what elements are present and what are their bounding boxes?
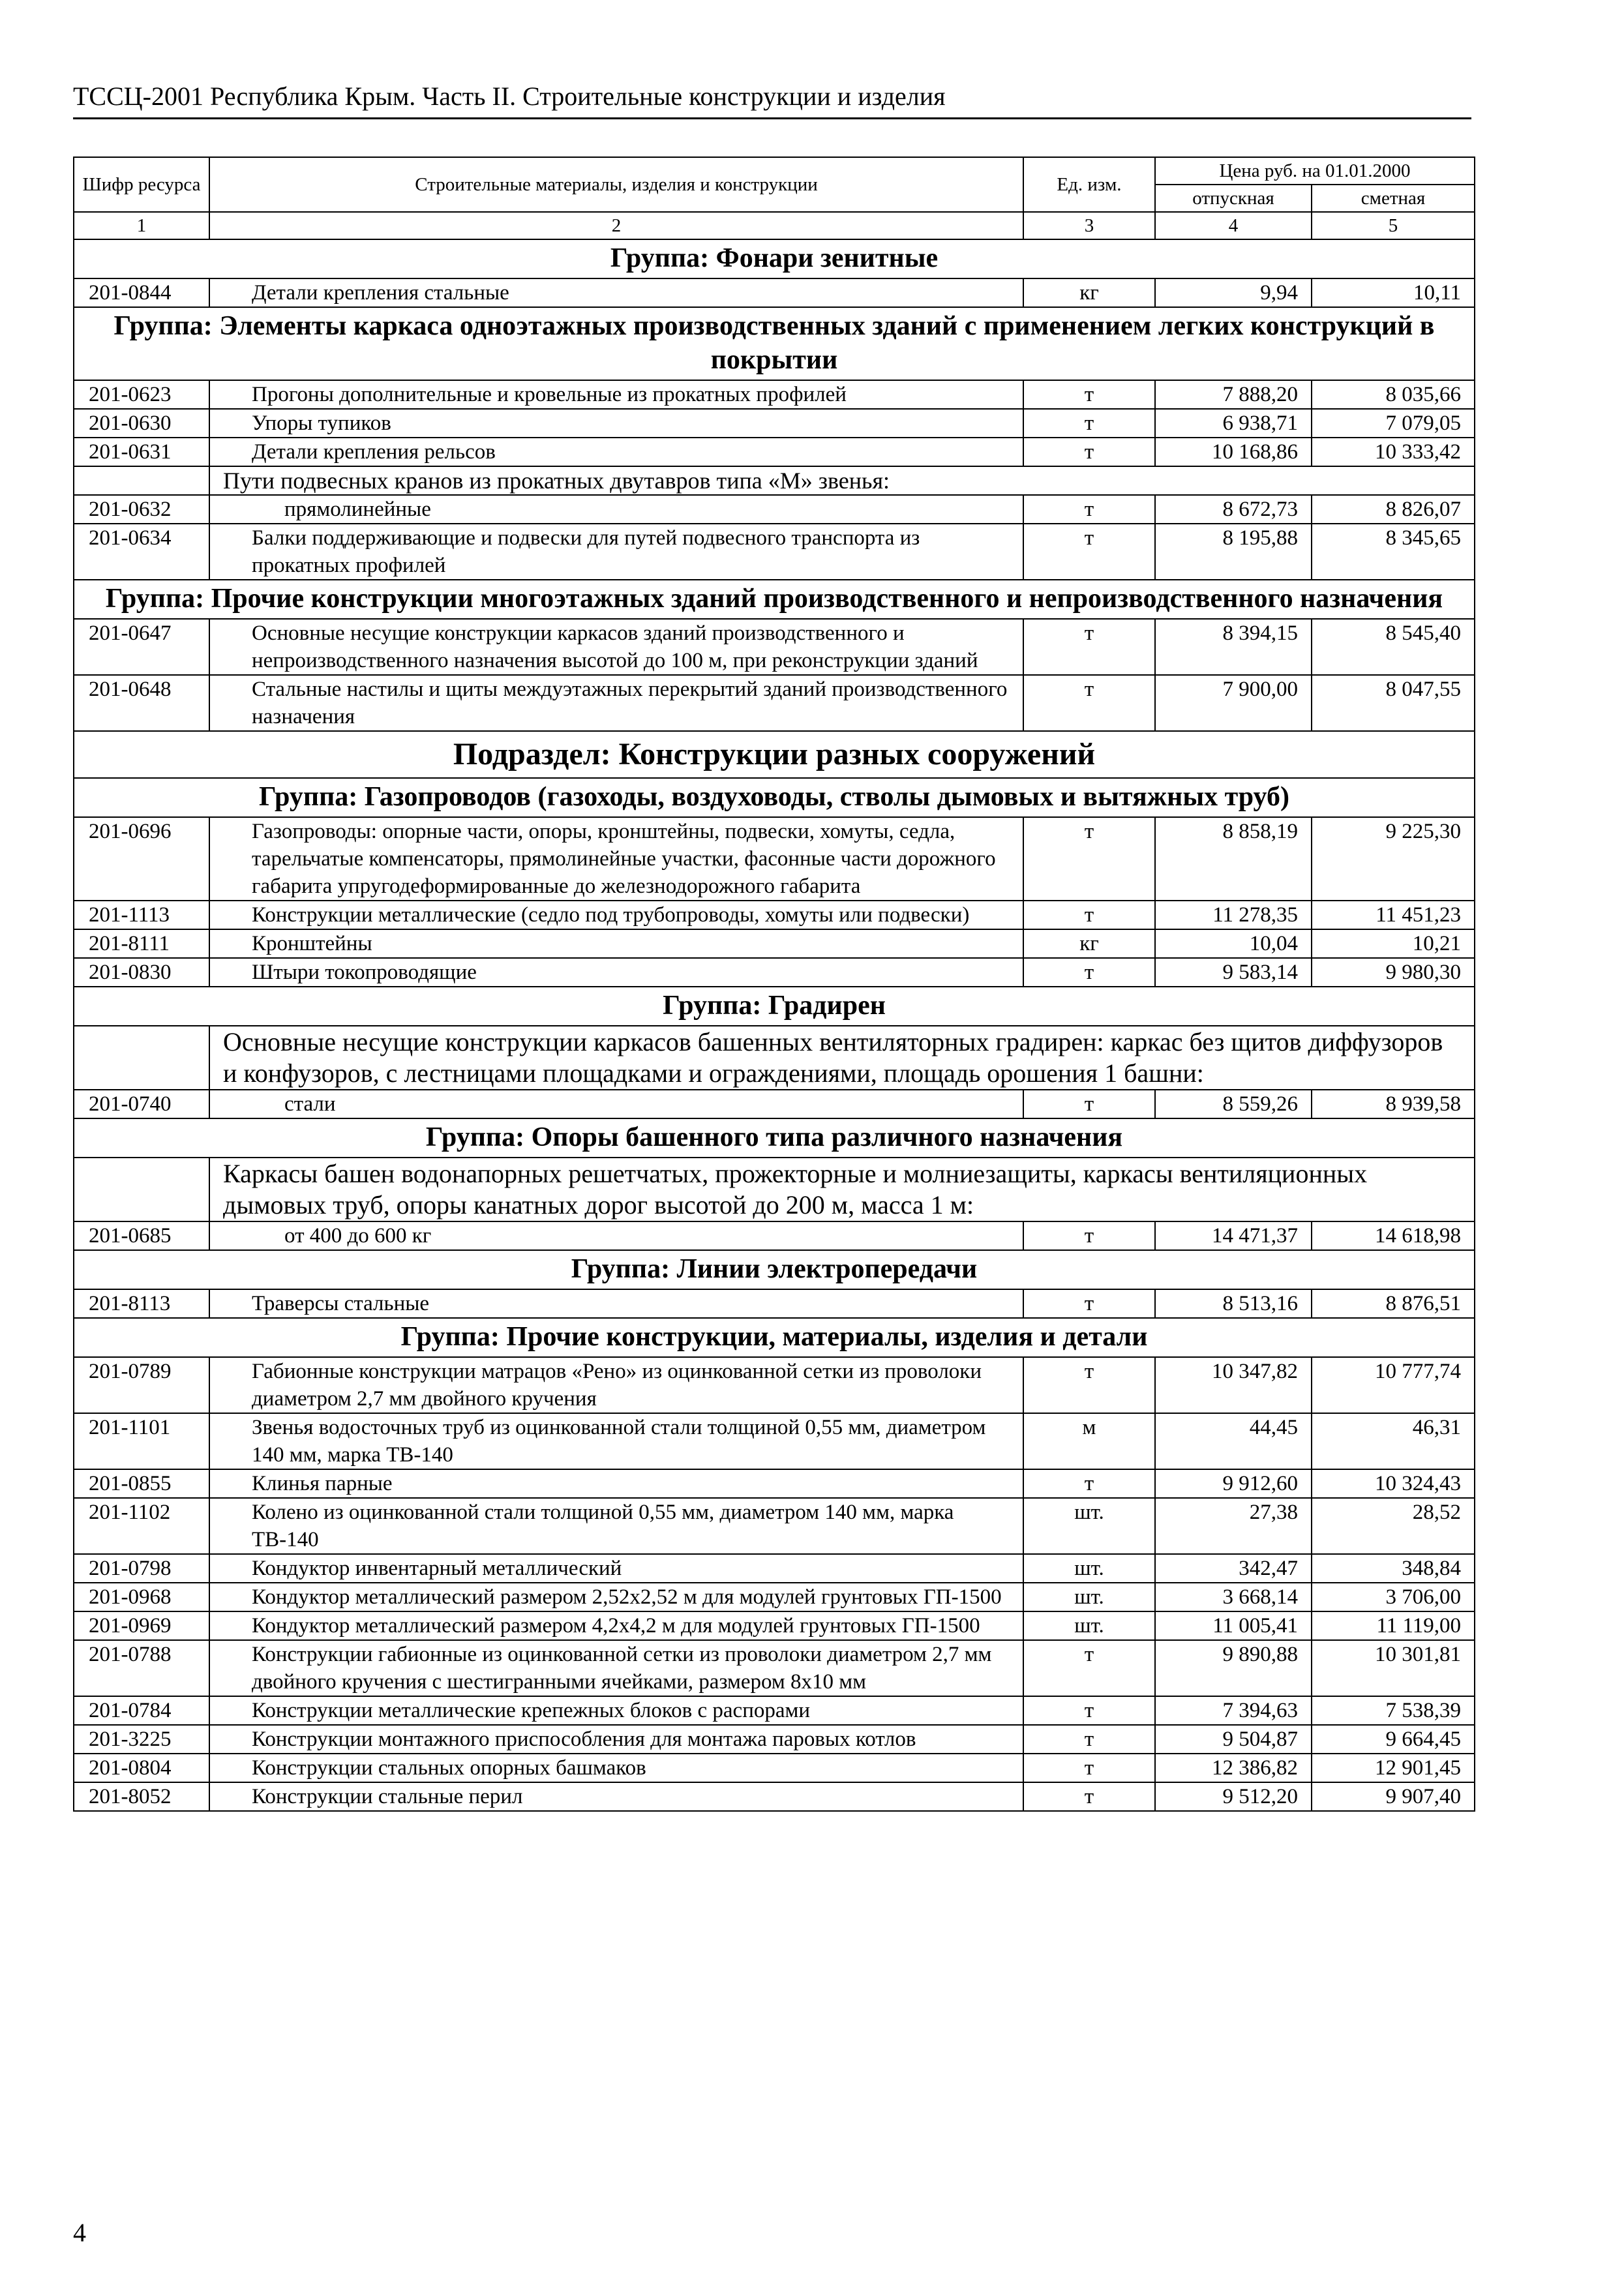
group-title: Группа: Элементы каркаса одноэтажных производственных зданий с применением легких конструкций в покрытии bbox=[74, 307, 1475, 380]
release-price: 7 888,20 bbox=[1155, 380, 1312, 409]
unit: т bbox=[1023, 1469, 1155, 1498]
material-name: Балки поддерживающие и подвески для путей подвесного транспорта из прокатных профилей bbox=[252, 526, 920, 577]
resource-code: 201-0968 bbox=[74, 1583, 209, 1611]
table-row bbox=[74, 1498, 1475, 1554]
table-row bbox=[74, 1782, 1475, 1811]
resource-code: 201-0798 bbox=[74, 1554, 209, 1583]
material-name: Упоры тупиков bbox=[252, 411, 391, 435]
group-title-row bbox=[74, 987, 1475, 1026]
group-title: Группа: Опоры башенного типа различного назначения bbox=[74, 1118, 1475, 1158]
estimate-price: 10 333,42 bbox=[1312, 438, 1475, 466]
group-title-row bbox=[74, 1118, 1475, 1158]
resource-code: 201-0740 bbox=[74, 1090, 209, 1118]
unit: т bbox=[1023, 1289, 1155, 1318]
estimate-price: 14 618,98 bbox=[1312, 1221, 1475, 1250]
unit: шт. bbox=[1023, 1611, 1155, 1640]
unit: т bbox=[1023, 495, 1155, 524]
release-price: 9,94 bbox=[1155, 278, 1312, 307]
estimate-price: 10,21 bbox=[1312, 929, 1475, 958]
table-row bbox=[74, 1357, 1475, 1413]
note-row bbox=[74, 1026, 1475, 1090]
estimate-price: 7 079,05 bbox=[1312, 409, 1475, 438]
material-name: Детали крепления рельсов bbox=[252, 440, 496, 464]
material-name: Кронштейны bbox=[252, 932, 372, 955]
table-row bbox=[74, 1725, 1475, 1754]
release-price: 12 386,82 bbox=[1155, 1754, 1312, 1782]
release-price: 44,45 bbox=[1155, 1413, 1312, 1469]
unit: т bbox=[1023, 409, 1155, 438]
material-name: Конструкции габионные из оцинкованной сетки из проволоки диаметром 2,7 мм двойного кручения с шестигранными ячейками, размером 8х10 мм bbox=[252, 1643, 992, 1694]
group-title: Группа: Прочие конструкции многоэтажных зданий производственного и непроизводственного назначения bbox=[74, 580, 1475, 619]
estimate-price: 9 664,45 bbox=[1312, 1725, 1475, 1754]
resource-code: 201-0647 bbox=[74, 619, 209, 675]
header-rule bbox=[73, 117, 1471, 119]
resource-code: 201-0623 bbox=[74, 380, 209, 409]
estimate-price: 7 538,39 bbox=[1312, 1696, 1475, 1725]
release-price: 14 471,37 bbox=[1155, 1221, 1312, 1250]
table-row bbox=[74, 1554, 1475, 1583]
table-row bbox=[74, 1469, 1475, 1498]
material-name: Конструкции монтажного приспособления для монтажа паровых котлов bbox=[252, 1728, 916, 1751]
resource-code: 201-1101 bbox=[74, 1413, 209, 1469]
note-row bbox=[74, 466, 1475, 495]
group-title-row bbox=[74, 1318, 1475, 1357]
header-code: Шифр ресурса bbox=[74, 157, 209, 212]
estimate-price: 8 345,65 bbox=[1312, 524, 1475, 580]
material-name: Габионные конструкции матрацов «Рено» из оцинкованной сетки из проволоки диаметром 2,7 мм двойного кручения bbox=[252, 1360, 982, 1411]
estimate-price: 28,52 bbox=[1312, 1498, 1475, 1554]
page-number: 4 bbox=[73, 2218, 86, 2247]
unit: т bbox=[1023, 958, 1155, 987]
material-name: Конструкции металлические (седло под трубопроводы, хомуты или подвески) bbox=[252, 903, 970, 927]
estimate-price: 8 876,51 bbox=[1312, 1289, 1475, 1318]
estimate-price: 8 826,07 bbox=[1312, 495, 1475, 524]
estimate-price: 8 939,58 bbox=[1312, 1090, 1475, 1118]
table-row bbox=[74, 438, 1475, 466]
table-row bbox=[74, 1754, 1475, 1782]
table-row bbox=[74, 1221, 1475, 1250]
unit: т bbox=[1023, 619, 1155, 675]
empty-cell bbox=[74, 1026, 209, 1090]
material-name: Конструкции стальные перил bbox=[252, 1785, 523, 1808]
table-body bbox=[74, 239, 1475, 1811]
material-name: прямолинейные bbox=[284, 498, 431, 521]
release-price: 9 504,87 bbox=[1155, 1725, 1312, 1754]
resource-code: 201-0844 bbox=[74, 278, 209, 307]
unit: м bbox=[1023, 1413, 1155, 1469]
estimate-price: 10,11 bbox=[1312, 278, 1475, 307]
material-name: Кондуктор металлический размером 4,2х4,2 м для модулей грунтовых ГП-1500 bbox=[252, 1614, 980, 1638]
release-price: 6 938,71 bbox=[1155, 409, 1312, 438]
table-row bbox=[74, 817, 1475, 901]
resource-code: 201-0788 bbox=[74, 1640, 209, 1696]
resource-code: 201-0630 bbox=[74, 409, 209, 438]
group-title: Группа: Градирен bbox=[74, 987, 1475, 1026]
unit: т bbox=[1023, 438, 1155, 466]
unit: т bbox=[1023, 901, 1155, 929]
release-price: 10 347,82 bbox=[1155, 1357, 1312, 1413]
resource-code: 201-3225 bbox=[74, 1725, 209, 1754]
column-number: 1 bbox=[74, 212, 209, 239]
column-number: 4 bbox=[1155, 212, 1312, 239]
resource-code: 201-0648 bbox=[74, 675, 209, 731]
material-name: Конструкции стальных опорных башмаков bbox=[252, 1756, 646, 1780]
estimate-price: 8 047,55 bbox=[1312, 675, 1475, 731]
note-row bbox=[74, 1158, 1475, 1221]
header-release-price: отпускная bbox=[1155, 185, 1312, 212]
resource-code: 201-0685 bbox=[74, 1221, 209, 1250]
unit: т bbox=[1023, 1696, 1155, 1725]
table-row bbox=[74, 524, 1475, 580]
group-title-row bbox=[74, 778, 1475, 817]
resource-code: 201-1113 bbox=[74, 901, 209, 929]
column-number: 2 bbox=[209, 212, 1023, 239]
material-name: Траверсы стальные bbox=[252, 1292, 430, 1315]
price-table bbox=[73, 157, 1475, 1812]
unit: т bbox=[1023, 380, 1155, 409]
table-row bbox=[74, 1696, 1475, 1725]
group-title-row bbox=[74, 239, 1475, 278]
material-name: Штыри токопроводящие bbox=[252, 961, 477, 984]
release-price: 11 005,41 bbox=[1155, 1611, 1312, 1640]
release-price: 8 559,26 bbox=[1155, 1090, 1312, 1118]
table-row bbox=[74, 619, 1475, 675]
unit: т bbox=[1023, 1640, 1155, 1696]
group-title-row bbox=[74, 1250, 1475, 1289]
resource-code: 201-0632 bbox=[74, 495, 209, 524]
resource-code: 201-0804 bbox=[74, 1754, 209, 1782]
estimate-price: 46,31 bbox=[1312, 1413, 1475, 1469]
table-row bbox=[74, 958, 1475, 987]
table-row bbox=[74, 929, 1475, 958]
resource-code: 201-0696 bbox=[74, 817, 209, 901]
column-numbers-row bbox=[74, 212, 1475, 239]
empty-cell bbox=[74, 466, 209, 495]
table-row bbox=[74, 1413, 1475, 1469]
release-price: 8 513,16 bbox=[1155, 1289, 1312, 1318]
group-title: Группа: Прочие конструкции, материалы, изделия и детали bbox=[74, 1318, 1475, 1357]
material-name: Стальные настилы и щиты междуэтажных перекрытий зданий производственного назначения bbox=[252, 678, 1008, 728]
release-price: 342,47 bbox=[1155, 1554, 1312, 1583]
header-price: Цена руб. на 01.01.2000 bbox=[1155, 157, 1475, 185]
resource-code: 201-0789 bbox=[74, 1357, 209, 1413]
estimate-price: 8 035,66 bbox=[1312, 380, 1475, 409]
release-price: 11 278,35 bbox=[1155, 901, 1312, 929]
resource-code: 201-0634 bbox=[74, 524, 209, 580]
resource-code: 201-0784 bbox=[74, 1696, 209, 1725]
release-price: 3 668,14 bbox=[1155, 1583, 1312, 1611]
material-name: Колено из оцинкованной стали толщиной 0,55 мм, диаметром 140 мм, марка ТВ-140 bbox=[252, 1501, 954, 1551]
table-row bbox=[74, 675, 1475, 731]
header-unit: Ед. изм. bbox=[1023, 157, 1155, 212]
estimate-price: 348,84 bbox=[1312, 1554, 1475, 1583]
unit: т bbox=[1023, 1754, 1155, 1782]
unit: шт. bbox=[1023, 1498, 1155, 1554]
table-row bbox=[74, 1090, 1475, 1118]
group-note: Пути подвесных кранов из прокатных двутавров типа «М» звенья: bbox=[209, 466, 1475, 495]
header-name: Строительные материалы, изделия и конструкции bbox=[209, 157, 1023, 212]
table-row bbox=[74, 380, 1475, 409]
resource-code: 201-0855 bbox=[74, 1469, 209, 1498]
material-name: Кондуктор металлический размером 2,52х2,52 м для модулей грунтовых ГП-1500 bbox=[252, 1585, 1002, 1609]
table-row bbox=[74, 1611, 1475, 1640]
unit: т bbox=[1023, 1090, 1155, 1118]
estimate-price: 11 451,23 bbox=[1312, 901, 1475, 929]
material-name: Основные несущие конструкции каркасов зданий производственного и непроизводственного назначения высотой до 100 м, при реконструкции зданий bbox=[252, 621, 978, 672]
resource-code: 201-8052 bbox=[74, 1782, 209, 1811]
estimate-price: 11 119,00 bbox=[1312, 1611, 1475, 1640]
resource-code: 201-1102 bbox=[74, 1498, 209, 1554]
subsection-title: Подраздел: Конструкции разных сооружений bbox=[74, 731, 1475, 778]
estimate-price: 10 324,43 bbox=[1312, 1469, 1475, 1498]
estimate-price: 8 545,40 bbox=[1312, 619, 1475, 675]
release-price: 8 394,15 bbox=[1155, 619, 1312, 675]
material-name: от 400 до 600 кг bbox=[284, 1224, 432, 1248]
unit: кг bbox=[1023, 929, 1155, 958]
material-name: Газопроводы: опорные части, опоры, кронштейны, подвески, хомуты, седла, тарельчатые компенсаторы, прямолинейные участки, фасонные части дорожного габарита упругодеформированные до железнодорожного габарита bbox=[252, 820, 996, 898]
table-row bbox=[74, 1640, 1475, 1696]
resource-code: 201-8111 bbox=[74, 929, 209, 958]
material-name: Прогоны дополнительные и кровельные из прокатных профилей bbox=[252, 383, 847, 406]
unit: шт. bbox=[1023, 1583, 1155, 1611]
material-name: Конструкции металлические крепежных блоков с распорами bbox=[252, 1699, 811, 1722]
resource-code: 201-0631 bbox=[74, 438, 209, 466]
material-name: Кондуктор инвентарный металлический bbox=[252, 1557, 622, 1580]
column-number: 3 bbox=[1023, 212, 1155, 239]
material-name: стали bbox=[284, 1092, 336, 1116]
material-name: Детали крепления стальные bbox=[252, 281, 509, 305]
estimate-price: 12 901,45 bbox=[1312, 1754, 1475, 1782]
release-price: 7 900,00 bbox=[1155, 675, 1312, 731]
resource-code: 201-0830 bbox=[74, 958, 209, 987]
subsection-title-row bbox=[74, 731, 1475, 778]
release-price: 8 195,88 bbox=[1155, 524, 1312, 580]
table-row bbox=[74, 409, 1475, 438]
header-estimate-price: сметная bbox=[1312, 185, 1475, 212]
estimate-price: 9 980,30 bbox=[1312, 958, 1475, 987]
table-row bbox=[74, 1583, 1475, 1611]
release-price: 9 583,14 bbox=[1155, 958, 1312, 987]
unit: т bbox=[1023, 675, 1155, 731]
release-price: 27,38 bbox=[1155, 1498, 1312, 1554]
unit: т bbox=[1023, 1725, 1155, 1754]
group-title: Группа: Фонари зенитные bbox=[74, 239, 1475, 278]
release-price: 10 168,86 bbox=[1155, 438, 1312, 466]
resource-code: 201-0969 bbox=[74, 1611, 209, 1640]
table-row bbox=[74, 1289, 1475, 1318]
unit: т bbox=[1023, 524, 1155, 580]
release-price: 9 512,20 bbox=[1155, 1782, 1312, 1811]
group-title-row bbox=[74, 580, 1475, 619]
unit: т bbox=[1023, 1782, 1155, 1811]
release-price: 10,04 bbox=[1155, 929, 1312, 958]
unit: т bbox=[1023, 1221, 1155, 1250]
table-row bbox=[74, 901, 1475, 929]
unit: шт. bbox=[1023, 1554, 1155, 1583]
estimate-price: 10 777,74 bbox=[1312, 1357, 1475, 1413]
release-price: 9 890,88 bbox=[1155, 1640, 1312, 1696]
release-price: 9 912,60 bbox=[1155, 1469, 1312, 1498]
empty-cell bbox=[74, 1158, 209, 1221]
unit: т bbox=[1023, 1357, 1155, 1413]
column-number: 5 bbox=[1312, 212, 1475, 239]
estimate-price: 3 706,00 bbox=[1312, 1583, 1475, 1611]
group-title-row bbox=[74, 307, 1475, 380]
release-price: 8 672,73 bbox=[1155, 495, 1312, 524]
page-header: ТССЦ-2001 Республика Крым. Часть II. Строительные конструкции и изделия bbox=[73, 82, 946, 111]
material-name: Клинья парные bbox=[252, 1472, 393, 1495]
release-price: 8 858,19 bbox=[1155, 817, 1312, 901]
estimate-price: 9 225,30 bbox=[1312, 817, 1475, 901]
estimate-price: 9 907,40 bbox=[1312, 1782, 1475, 1811]
group-title: Группа: Газопроводов (газоходы, воздуховоды, стволы дымовых и вытяжных труб) bbox=[74, 778, 1475, 817]
release-price: 7 394,63 bbox=[1155, 1696, 1312, 1725]
resource-code: 201-8113 bbox=[74, 1289, 209, 1318]
estimate-price: 10 301,81 bbox=[1312, 1640, 1475, 1696]
group-title: Группа: Линии электропередачи bbox=[74, 1250, 1475, 1289]
table-row bbox=[74, 495, 1475, 524]
group-note: Основные несущие конструкции каркасов башенных вентиляторных градирен: каркас без щитов диффузоров и конфузоров, с лестницами площадками и ограждениями, площадь орошения 1 башни: bbox=[209, 1026, 1475, 1090]
table-row bbox=[74, 278, 1475, 307]
group-note: Каркасы башен водонапорных решетчатых, прожекторные и молниезащиты, каркасы вентиляционных дымовых труб, опоры канатных дорог высотой до 200 м, масса 1 м: bbox=[209, 1158, 1475, 1221]
unit: кг bbox=[1023, 278, 1155, 307]
unit: т bbox=[1023, 817, 1155, 901]
material-name: Звенья водосточных труб из оцинкованной стали толщиной 0,55 мм, диаметром 140 мм, марка ТВ-140 bbox=[252, 1416, 986, 1467]
